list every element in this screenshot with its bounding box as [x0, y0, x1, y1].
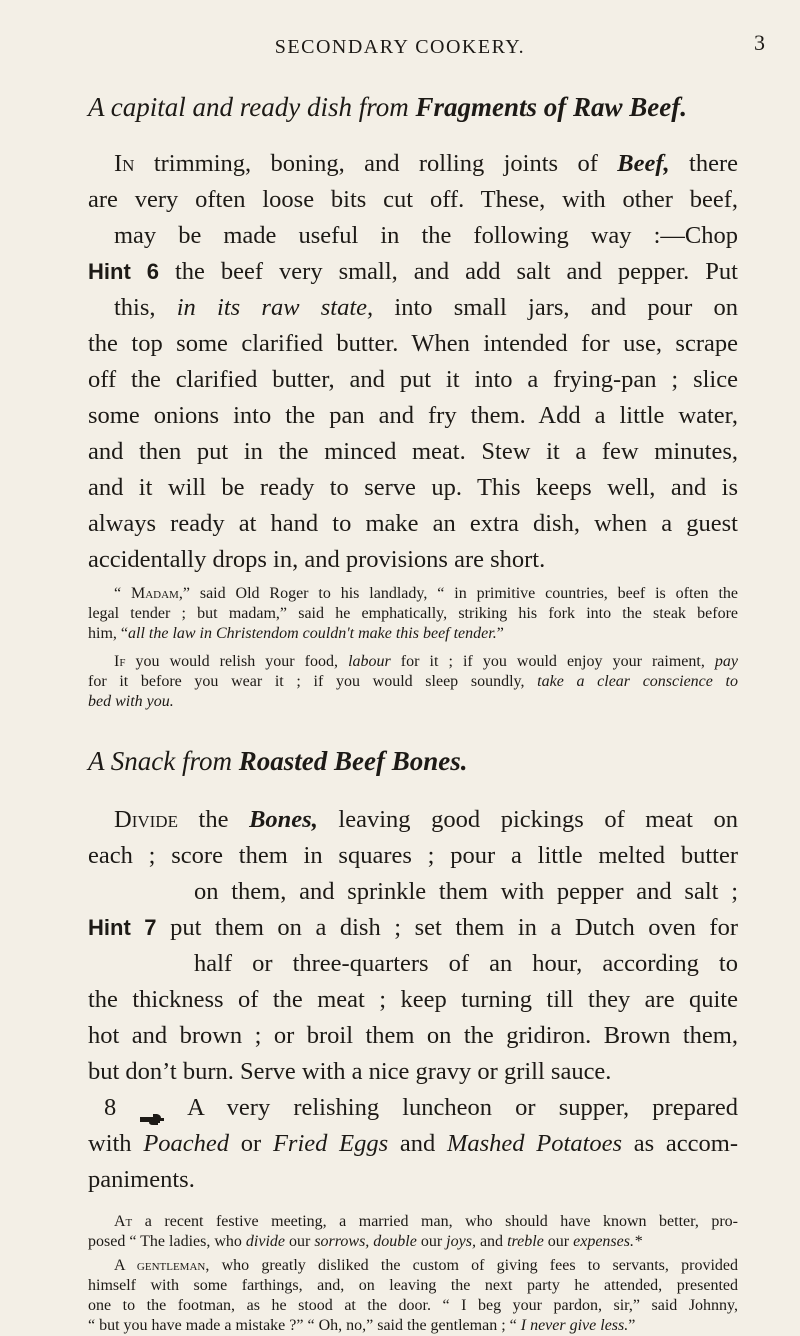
section-body-beef-bones: Divide the Bones, leaving good pickings of meat on each ; score them in squares ; pour a little melted butter on them, and sprinkle them with pepper and salt ; Hint 7 put them on a dish ; set them in a Dutch oven for half or three-quarters of an hour, according to the thickness of the meat ; keep turning till they are quite hot and brown ; or broil them on the gridiron. Brown them, but don’t burn. Serve with a nice gravy or grill sauce. 8 A very relishing luncheon or supper, prepared with Poached or Fried Eggs and Mashed Potatoes as accom- paniments.	[88, 806, 739, 1193]
anecdote-old-roger: “ Madam,” said Old Roger to his landlady, “ in primitive countries, beef is often the legal tender ; but madam,” said he emphatically, striking his fork into the steak before him, “all the law in Christendom couldn't make this beef tender.”	[88, 585, 738, 642]
anecdote-festive-meeting: At a recent festive meeting, a married man, who should have known better, pro- posed “ The ladies, who divide our sorrows, double our joys, and treble our expenses.*	[88, 1213, 738, 1250]
pointing-hand-icon	[139, 1102, 165, 1116]
hint-label: Hint 6	[88, 259, 159, 284]
page-number: 3	[754, 30, 765, 55]
anecdote-relish-food: If you would relish your food, labour for it ; if you would enjoy your raiment, pay for it before you wear it ; if you would sleep soundly, take a clear conscience to bed with you.	[88, 653, 739, 710]
anecdote-gentleman-fees: A gentleman, who greatly disliked the custom of giving fees to servants, provided himself with some farthings, and, on leaving the next party he attended, presented one to the footman, as he stood at the door. “ I beg your pardon, sir,” said Johnny, “ but you have made a mistake ?” “ Oh, no,” said the gentleman ; “ I never give less.”	[88, 1257, 738, 1334]
section-body-raw-beef: In trimming, boning, and rolling joints of Beef, there are very often loose bits cut off. These, with other beef, may be made useful in the following way :—Chop Hint 6 the beef very small, and add salt and pepper. Put this, in its raw state, into small jars, and pour on the top some clarified butter. When intended for use, scrape off the clarified butter, and put it into a frying-pan ; slice some onions into the pan and fry them. Add a little water, and then put in the minced meat. Stew it a few minutes, and it will be ready to serve up. This keeps well, and is always ready at hand to make an extra dish, when a guest accidentally drops in, and provisions are short.	[88, 150, 738, 573]
section-title-raw-beef: A capital and ready dish from Fragments of Raw Beef.	[88, 92, 687, 122]
running-head: SECONDARY COOKERY.	[274, 36, 526, 58]
hint-label: Hint 7	[88, 915, 157, 940]
section-title-beef-bones: A Snack from Roasted Beef Bones.	[88, 746, 468, 776]
